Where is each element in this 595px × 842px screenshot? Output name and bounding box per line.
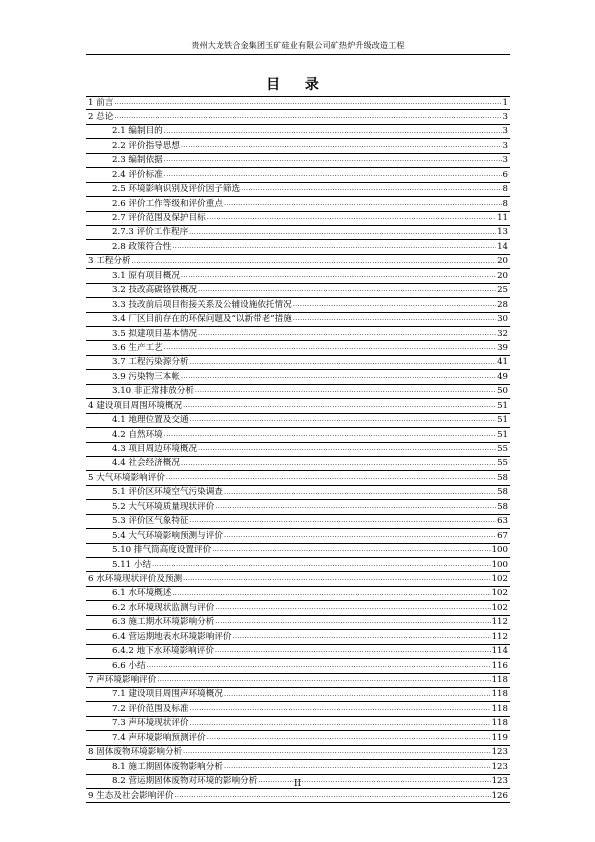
toc-entry[interactable]	[86, 269, 510, 283]
toc-entry-label: 4.1 地理位置及交通	[112, 415, 189, 426]
toc-entry[interactable]	[86, 341, 510, 355]
toc-leader-dots	[224, 760, 491, 774]
toc-entry[interactable]	[86, 183, 510, 197]
toc-entry-label: 3.6 生产工艺	[112, 342, 163, 353]
toc-leader-dots	[224, 197, 502, 211]
toc-leader-dots	[195, 384, 496, 398]
toc-entry[interactable]	[86, 702, 510, 716]
toc-entry-page: 100	[491, 559, 508, 570]
toc-entry[interactable]	[86, 96, 510, 110]
toc-entry-label: 6.3 施工期水环境影响分析	[112, 617, 215, 628]
toc-leader-dots	[215, 615, 490, 629]
toc-entry-page: 28	[497, 299, 508, 310]
toc-entry[interactable]	[86, 486, 510, 500]
toc-entry-label: 5.1 评价区环境空气污染调查	[112, 487, 223, 498]
toc-entry-page: 49	[497, 371, 508, 382]
toc-entry-label: 5 大气环境影响评价	[88, 472, 165, 483]
toc-leader-dots	[224, 486, 496, 500]
toc-entry[interactable]	[86, 746, 510, 760]
table-of-contents	[86, 96, 510, 803]
toc-entry-page: 126	[491, 790, 508, 801]
toc-entry-label: 6.2 水环境现状监测与评价	[112, 602, 215, 613]
toc-leader-dots	[181, 457, 496, 471]
toc-entry-page: 118	[491, 718, 508, 729]
toc-entry[interactable]	[86, 515, 510, 529]
toc-leader-dots	[172, 587, 490, 601]
toc-entry-page: 51	[497, 429, 508, 440]
toc-entry[interactable]	[86, 197, 510, 211]
toc-entry-page: 114	[491, 646, 508, 657]
toc-entry-label: 9 生态及社会影响评价	[88, 790, 174, 801]
toc-entry-page: 119	[491, 732, 508, 743]
toc-entry-page: 112	[491, 617, 508, 628]
toc-leader-dots	[212, 543, 490, 557]
toc-entry-page: 20	[497, 270, 508, 281]
toc-entry[interactable]	[86, 659, 510, 673]
toc-entry[interactable]	[86, 298, 510, 312]
toc-entry-page: 55	[497, 458, 508, 469]
toc-entry[interactable]	[86, 688, 510, 702]
toc-entry-page: 6	[502, 169, 508, 180]
toc-entry-label: 1 前言	[88, 98, 114, 108]
toc-entry[interactable]	[86, 154, 510, 168]
toc-entry-label: 5.2 大气环境质量现状评价	[112, 501, 215, 512]
toc-entry[interactable]	[86, 168, 510, 182]
toc-leader-dots	[152, 558, 491, 572]
toc-entry-page: 100	[491, 545, 508, 556]
toc-entry-label: 2.2 评价指导思想	[112, 140, 180, 151]
toc-entry[interactable]	[86, 731, 510, 745]
toc-entry-page: 20	[497, 256, 508, 267]
toc-entry-label: 3 工程分析	[88, 256, 131, 267]
toc-entry-page: 39	[497, 342, 508, 353]
toc-entry-page: 8	[502, 198, 508, 209]
toc-entry-label: 2 总论	[88, 111, 114, 122]
toc-entry[interactable]	[86, 356, 510, 370]
toc-leader-dots	[164, 341, 496, 355]
toc-entry[interactable]	[86, 226, 510, 240]
toc-leader-dots	[215, 644, 491, 658]
toc-entry-label: 4.4 社会经济概况	[112, 458, 180, 469]
toc-leader-dots	[157, 673, 490, 687]
toc-entry-page: 14	[497, 241, 508, 252]
toc-entry[interactable]	[86, 110, 510, 124]
toc-entry-page: 118	[491, 703, 508, 714]
toc-leader-dots	[183, 745, 490, 759]
toc-entry-label: 8.1 施工期固体废物影响分析	[112, 761, 223, 772]
toc-entry-label: 4 建设项目周围环境概况	[88, 400, 183, 411]
toc-entry[interactable]	[86, 587, 510, 601]
toc-leader-dots	[207, 211, 496, 225]
toc-entry-page: 58	[497, 487, 508, 498]
toc-entry[interactable]	[86, 385, 510, 399]
toc-leader-dots	[224, 688, 491, 702]
toc-entry-page: 55	[497, 444, 508, 454]
toc-entry-page: 58	[497, 501, 508, 512]
toc-entry-label: 3.7 工程污染源分析	[112, 357, 189, 368]
toc-entry-label: 7.2 评价范围及标准	[112, 703, 189, 714]
toc-entry[interactable]	[86, 717, 510, 731]
toc-entry-page: 51	[497, 415, 508, 426]
toc-leader-dots	[181, 269, 496, 283]
toc-entry-label: 6.4.2 地下水环境影响评价	[112, 646, 214, 657]
toc-leader-dots	[164, 168, 502, 182]
toc-entry[interactable]	[86, 240, 510, 254]
toc-entry[interactable]	[86, 471, 510, 485]
toc-entry-label: 5.10 排气筒高度设置评价	[112, 545, 212, 556]
toc-leader-dots	[190, 702, 491, 716]
toc-leader-dots	[164, 153, 502, 167]
toc-entry-label: 2.6 评价工作等级和评价重点	[112, 198, 223, 209]
toc-entry-label: 3.3 技改前后项目衔接关系及公辅设施依托情况	[112, 299, 292, 310]
toc-entry-label: 6.1 水环境概述	[112, 588, 172, 599]
toc-leader-dots	[164, 125, 502, 139]
toc-entry-page: 41	[497, 357, 508, 368]
toc-leader-dots	[293, 312, 496, 326]
toc-leader-dots	[198, 442, 496, 456]
toc-entry[interactable]	[86, 255, 510, 269]
toc-entry-label: 3.2 技改高碳铬铁概况	[112, 285, 198, 296]
toc-entry-page: 1	[502, 98, 508, 108]
toc-entry-label: 5.4 大气环境影响预测与评价	[112, 530, 223, 541]
toc-leader-dots	[241, 182, 501, 196]
toc-entry-label: 2.3 编制依据	[112, 155, 163, 166]
toc-leader-dots	[132, 255, 496, 269]
toc-entry[interactable]	[86, 457, 510, 471]
toc-entry[interactable]	[86, 399, 510, 413]
toc-entry-page: 3	[502, 140, 508, 151]
toc-entry-label: 3.10 非正常排放分析	[112, 386, 195, 397]
toc-leader-dots	[190, 413, 497, 427]
toc-entry-label: 2.8 政策符合性	[112, 241, 172, 252]
toc-entry-label: 3.1 原有项目概况	[112, 270, 180, 281]
toc-leader-dots	[224, 529, 496, 543]
toc-leader-dots	[181, 139, 502, 153]
toc-entry-label: 8 固体废物环境影响分析	[88, 747, 183, 758]
toc-leader-dots	[233, 630, 491, 644]
toc-entry-label: 3.4 厂区目前存在的环保问题及“以新带老”措施	[112, 314, 292, 325]
toc-leader-dots	[183, 399, 496, 413]
toc-leader-dots	[166, 471, 496, 485]
toc-leader-dots	[215, 500, 496, 514]
toc-leader-dots	[172, 240, 496, 254]
toc-entry-label: 2.5 环境影响识别及评价因子筛选	[112, 184, 241, 195]
toc-leader-dots	[164, 428, 496, 442]
toc-leader-dots	[198, 327, 496, 341]
toc-entry[interactable]	[86, 645, 510, 659]
toc-entry-label: 2.4 评价标准	[112, 169, 163, 180]
toc-entry-page: 13	[497, 227, 508, 238]
toc-entry[interactable]	[86, 558, 510, 572]
toc-entry-page: 25	[497, 285, 508, 296]
toc-entry[interactable]	[86, 500, 510, 514]
toc-entry-label: 5.11 小结	[112, 559, 152, 570]
toc-entry-page: 11	[497, 213, 508, 223]
toc-entry-label: 7 声环境影响评价	[88, 675, 157, 685]
toc-entry[interactable]	[86, 601, 510, 615]
toc-entry[interactable]	[86, 428, 510, 442]
toc-leader-dots	[114, 96, 501, 110]
page-number: II	[293, 779, 302, 789]
toc-entry-page: 3	[502, 155, 508, 166]
toc-entry-page: 116	[491, 660, 508, 671]
toc-entry[interactable]	[86, 370, 510, 384]
toc-entry[interactable]	[86, 284, 510, 298]
toc-entry-label: 2.7 评价范围及保护目标	[112, 213, 206, 223]
toc-title: 目 录	[266, 77, 329, 93]
toc-leader-dots	[181, 370, 496, 384]
toc-entry-page: 3	[502, 126, 508, 137]
toc-entry-label: 4.3 项目周边环境概况	[112, 444, 198, 454]
toc-entry-page: 3	[502, 111, 508, 122]
toc-entry-page: 8	[502, 184, 508, 195]
toc-entry[interactable]	[86, 630, 510, 644]
toc-entry-label: 6.6 小结	[112, 660, 146, 671]
toc-entry-page: 102	[491, 602, 508, 613]
toc-leader-dots	[190, 717, 491, 731]
toc-entry-label: 5.3 评价区气象特征	[112, 516, 189, 527]
header-rule	[86, 54, 510, 55]
toc-leader-dots	[114, 110, 501, 124]
toc-leader-dots	[183, 572, 490, 586]
toc-entry-label: 7.1 建设项目周围声环境概况	[112, 689, 223, 700]
toc-leader-dots	[147, 659, 491, 673]
toc-entry[interactable]	[86, 443, 510, 457]
toc-entry-page: 67	[497, 530, 508, 541]
toc-entry[interactable]	[86, 414, 510, 428]
toc-entry[interactable]	[86, 789, 510, 803]
toc-leader-dots	[189, 226, 496, 240]
toc-entry[interactable]	[86, 674, 510, 688]
toc-entry[interactable]	[86, 544, 510, 558]
toc-entry[interactable]	[86, 616, 510, 630]
toc-entry-page: 50	[497, 386, 508, 397]
toc-entry-page: 58	[497, 472, 508, 483]
toc-entry-page: 63	[497, 516, 508, 527]
toc-entry-page: 123	[491, 776, 508, 787]
toc-entry-label: 4.2 自然环境	[112, 429, 163, 440]
toc-entry-label: 2.1 编制目的	[112, 126, 163, 137]
toc-entry[interactable]	[86, 760, 510, 774]
toc-entry[interactable]	[86, 212, 510, 226]
toc-entry-page: 30	[497, 314, 508, 325]
toc-entry-label: 3.9 污染物三本帐	[112, 371, 180, 382]
toc-entry-page: 118	[491, 675, 508, 685]
toc-leader-dots	[190, 356, 497, 370]
toc-entry-label: 6.4 营运期地表水环境影响评价	[112, 631, 232, 642]
toc-entry-label: 8.2 营运期固体废物对环境的影响分析	[112, 776, 258, 787]
toc-entry[interactable]	[86, 125, 510, 139]
toc-entry-label: 2.7.3 评价工作程序	[112, 227, 189, 238]
toc-entry-label: 7.4 声环境影响预测评价	[112, 732, 206, 743]
toc-entry[interactable]	[86, 327, 510, 341]
toc-leader-dots	[175, 789, 491, 803]
toc-entry[interactable]	[86, 313, 510, 327]
toc-leader-dots	[215, 601, 490, 615]
toc-entry-page: 32	[497, 328, 508, 339]
toc-entry-label: 7.3 声环境现状评价	[112, 718, 189, 729]
toc-leader-dots	[293, 298, 496, 312]
toc-entry-page: 118	[491, 689, 508, 700]
page-header: 贵州大龙铁合金集团玉矿硅业有限公司矿热炉升级改造工程	[191, 41, 405, 50]
toc-entry-page: 112	[491, 631, 508, 642]
toc-entry-page: 102	[491, 588, 508, 599]
toc-leader-dots	[198, 283, 496, 297]
toc-entry-label: 6 水环境现状评价及预测	[88, 573, 183, 584]
toc-entry-page: 123	[491, 747, 508, 758]
toc-entry[interactable]	[86, 529, 510, 543]
toc-entry-page: 102	[491, 573, 508, 584]
toc-entry[interactable]	[86, 572, 510, 586]
toc-entry[interactable]	[86, 139, 510, 153]
toc-leader-dots	[207, 731, 491, 745]
toc-leader-dots	[190, 514, 497, 528]
toc-entry-page: 51	[497, 400, 508, 411]
toc-entry-label: 3.5 拟建项目基本情况	[112, 328, 198, 339]
toc-entry-page: 123	[491, 761, 508, 772]
